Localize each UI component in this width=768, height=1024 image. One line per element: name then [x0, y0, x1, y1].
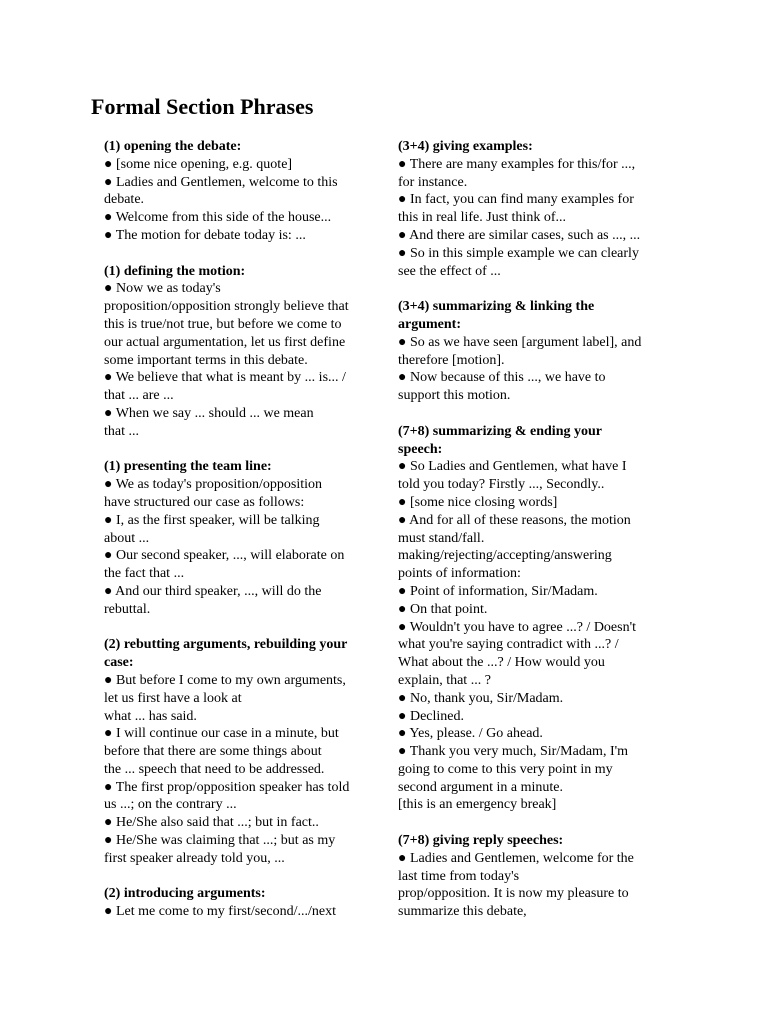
section-heading: (2) rebutting arguments, rebuilding your [104, 637, 348, 653]
phrase-line: rebuttal. [104, 601, 151, 617]
phrase-line: ● So Ladies and Gentlemen, what have I [398, 459, 627, 475]
phrase-line: some important terms in this debate. [104, 352, 308, 368]
phrase-line: about ... [104, 530, 150, 546]
phrase-line: second argument in a minute. [398, 779, 563, 795]
phrase-line: ● Wouldn't you have to agree ...? / Doesn't [398, 619, 637, 635]
phrase-line: ● So in this simple example we can clearly [398, 245, 639, 261]
page-title: Formal Section Phrases [91, 94, 314, 119]
phrase-section [104, 458, 372, 618]
phrase-line: told you today? Firstly ..., Secondly.. [398, 477, 605, 493]
phrase-line: ● Thank you very much, Sir/Madam, I'm [398, 744, 629, 760]
phrase-line: what you're saying contradict with ...? / [398, 637, 619, 653]
phrase-section [104, 885, 372, 921]
phrase-line: [this is an emergency break] [398, 797, 557, 813]
phrase-line: going to come to this very point in my [398, 761, 613, 777]
section-heading: (1) presenting the team line: [104, 459, 272, 475]
phrase-line: last time from today's [398, 868, 520, 884]
phrase-line: therefore [motion]. [398, 352, 505, 368]
phrase-line: let us first have a look at [104, 690, 242, 706]
phrase-section [398, 138, 664, 280]
phrase-line: making/rejecting/accepting/answering [398, 548, 612, 564]
phrase-line: ● No, thank you, Sir/Madam. [398, 690, 564, 706]
phrase-line: ● And for all of these reasons, the motion [398, 512, 631, 528]
phrase-line: ● He/She also said that ...; but in fact.. [104, 815, 319, 831]
phrase-line: us ...; on the contrary ... [104, 797, 237, 813]
phrase-line: ● I, as the first speaker, will be talking [104, 512, 320, 528]
phrase-line: for instance. [398, 174, 468, 190]
phrase-section [398, 423, 664, 815]
section-heading: (3+4) giving examples: [398, 139, 533, 154]
phrase-line: this is true/not true, but before we come to [104, 316, 342, 332]
phrase-line: must stand/fall. [398, 530, 485, 546]
phrase-line: ● We as today's proposition/opposition [104, 477, 323, 493]
phrase-line: ● We believe that what is meant by ... is... / [104, 370, 346, 386]
phrase-line: proposition/opposition strongly believe that [104, 299, 349, 315]
phrase-line: what ... has said. [104, 708, 197, 724]
phrase-line: that ... [104, 423, 139, 439]
phrase-line: ● Ladies and Gentlemen, welcome to this [104, 174, 338, 190]
phrase-line: ● When we say ... should ... we mean [104, 405, 314, 421]
section-heading: speech: [398, 441, 443, 457]
section-heading: (7+8) giving reply speeches: [398, 833, 564, 849]
phrase-line: the ... speech that need to be addressed. [104, 761, 325, 777]
phrase-line: debate. [104, 192, 145, 208]
section-heading: (1) opening the debate: [104, 139, 242, 154]
section-heading: argument: [398, 316, 461, 332]
phrase-line: ● And our third speaker, ..., will do the [104, 583, 322, 599]
phrase-line: first speaker already told you, ... [104, 850, 285, 866]
phrase-line: ● In fact, you can find many examples for [398, 192, 634, 208]
section-heading: (7+8) summarizing & ending your [398, 423, 602, 439]
phrase-line: ● Let me come to my first/second/.../next [104, 904, 337, 920]
phrase-line: ● Welcome from this side of the house... [104, 210, 332, 226]
phrase-line: ● He/She was claiming that ...; but as my [104, 833, 336, 849]
phrase-line: summarize this debate, [398, 904, 527, 920]
phrase-line: ● And there are similar cases, such as ..., ... [398, 227, 641, 243]
phrase-line: before that there are some things about [104, 744, 322, 760]
section-heading: (1) defining the motion: [104, 263, 246, 279]
phrase-line: that ... are ... [104, 388, 174, 404]
phrase-section [104, 263, 372, 441]
phrase-line: ● I will continue our case in a minute, but [104, 726, 339, 742]
phrase-line: ● On that point. [398, 601, 488, 617]
phrase-line: points of information: [398, 566, 521, 582]
section-heading: (3+4) summarizing & linking the [398, 299, 595, 315]
phrase-line: explain, that ... ? [398, 672, 491, 688]
phrase-line: ● [some nice opening, e.g. quote] [104, 156, 293, 172]
phrase-line: prop/opposition. It is now my pleasure to [398, 886, 629, 902]
left-column [104, 138, 372, 939]
phrase-line: ● So as we have seen [argument label], and [398, 334, 642, 350]
phrase-line: ● Yes, please. / Go ahead. [398, 726, 543, 742]
phrase-line: the fact that ... [104, 566, 185, 582]
phrase-line: our actual argumentation, let us first define [104, 334, 346, 350]
phrase-line: have structured our case as follows: [104, 494, 305, 510]
phrase-line: ● But before I come to my own arguments, [104, 672, 346, 688]
phrase-line: ● Declined. [398, 708, 464, 724]
phrase-line: ● The motion for debate today is: ... [104, 227, 306, 243]
section-heading: case: [104, 655, 134, 671]
phrase-line: this in real life. Just think of... [398, 210, 566, 226]
phrase-line: ● Point of information, Sir/Madam. [398, 583, 598, 599]
phrase-line: ● Ladies and Gentlemen, welcome for the [398, 850, 634, 866]
phrase-section [398, 298, 664, 405]
phrase-line: ● Our second speaker, ..., will elaborate on [104, 548, 345, 564]
phrase-line: ● Now because of this ..., we have to [398, 370, 606, 386]
phrase-line: ● [some nice closing words] [398, 494, 558, 510]
phrase-line: ● Now we as today's [104, 281, 221, 297]
phrase-line: ● There are many examples for this/for ..., [398, 156, 636, 172]
phrase-line: ● The first prop/opposition speaker has told [104, 779, 350, 795]
section-heading: (2) introducing arguments: [104, 886, 266, 902]
phrase-line: support this motion. [398, 388, 511, 404]
phrase-section [398, 832, 664, 921]
phrase-line: What about the ...? / How would you [398, 655, 605, 671]
phrase-section [104, 138, 372, 245]
phrase-line: see the effect of ... [398, 263, 501, 279]
right-column [398, 138, 664, 939]
phrase-section [104, 636, 372, 867]
